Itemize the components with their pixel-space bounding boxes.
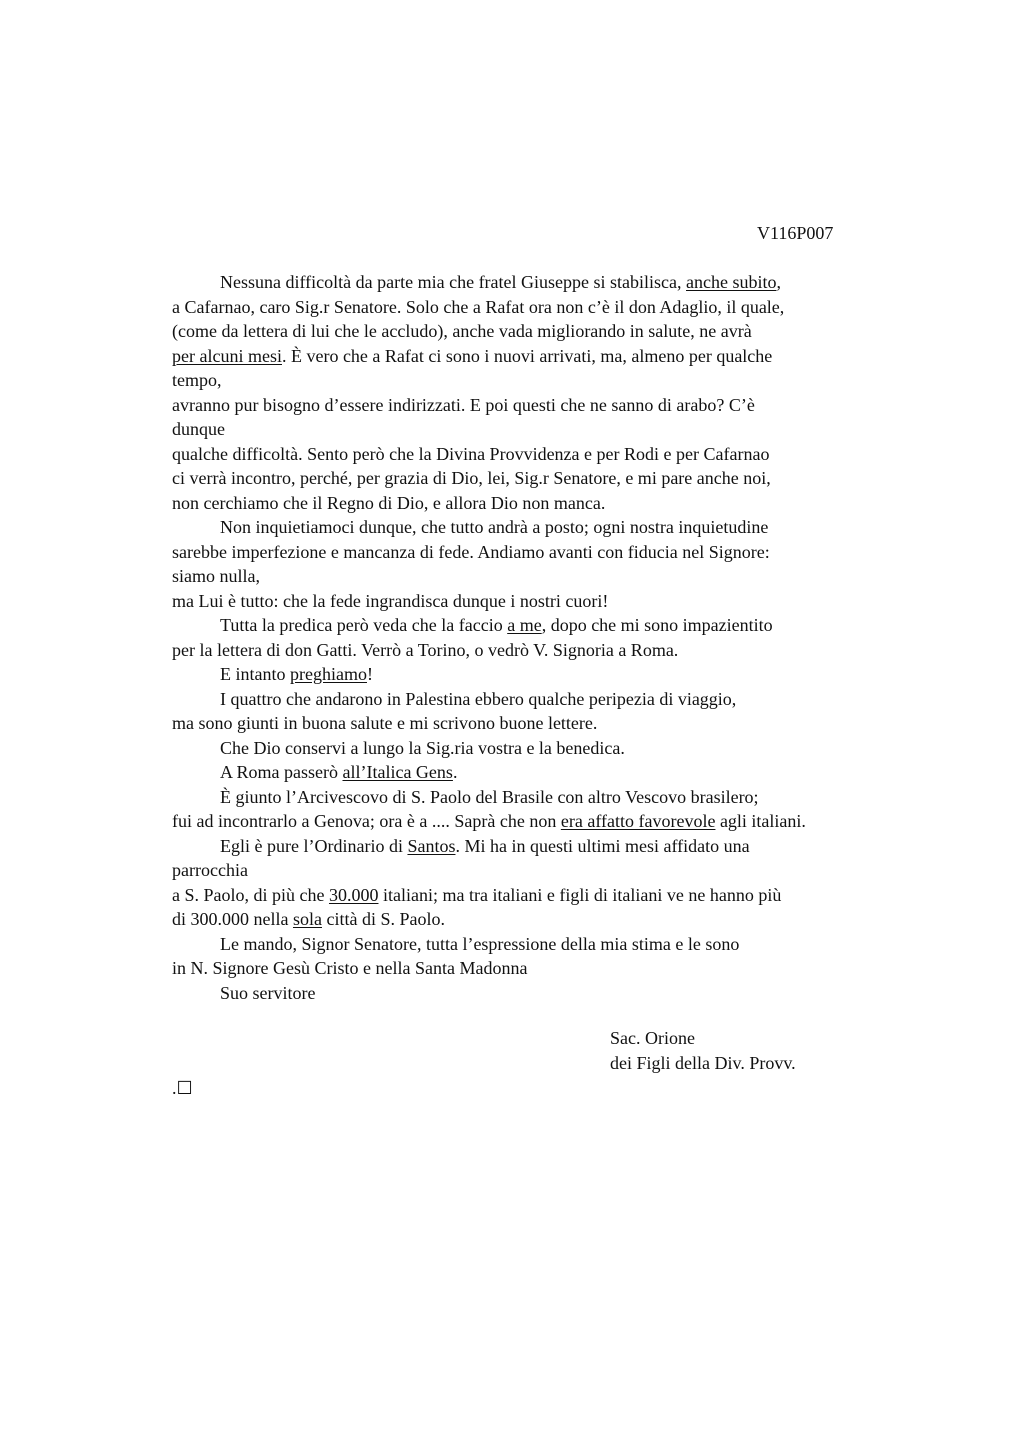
text-line: qualche difficoltà. Sento però che la Divina Provvidenza e per Rodi e per Cafarnao [172, 443, 770, 464]
text-line: (come da lettera di lui che le accludo), anche vada migliorando in salute, ne avrà [172, 321, 752, 341]
text-line: ci verrà incontro, perché, per grazia di Dio, lei, Sig.r Senatore, e mi pare anche noi, [172, 468, 771, 488]
text-line: E intanto preghiamo! [220, 664, 373, 684]
text-line: Suo servitore [220, 982, 316, 1003]
text-line: ma Lui è tutto: che la fede ingrandisca dunque i nostri cuori! [172, 590, 609, 611]
text-line: Che Dio conservi a lungo la Sig.ria vostra e la benedica. [220, 737, 625, 758]
text-line: Tutta la predica però veda che la faccio a me, dopo che mi sono impazientito [220, 615, 773, 635]
signature-block [610, 1026, 796, 1076]
text-line: dunque [172, 419, 225, 439]
text-line: I quattro che andarono in Palestina ebbero qualche peripezia di viaggio, [220, 688, 737, 709]
text-line: fui ad incontrarlo a Genova; ora è a .... Saprà che non era affatto favorevole agli italiani. [172, 811, 806, 831]
text-line: per alcuni mesi. È vero che a Rafat ci sono i nuovi arrivati, ma, almeno per qualche [172, 345, 773, 366]
letter-body [172, 270, 912, 1005]
text-line: Le mando, Signor Senatore, tutta l’espressione della mia stima e le sono [220, 933, 740, 954]
text-line: ma sono giunti in buona salute e mi scrivono buone lettere. [172, 713, 598, 733]
text-line: tempo, [172, 370, 222, 390]
signature-name: Sac. Orione [610, 1028, 695, 1048]
text-line: Nessuna difficoltà da parte mia che fratel Giuseppe si stabilisca, anche subito, [220, 272, 781, 292]
text-line: sarebbe imperfezione e mancanza di fede. Andiamo avanti con fiducia nel Signore: [172, 541, 770, 562]
text-line: in N. Signore Gesù Cristo e nella Santa Madonna [172, 958, 528, 978]
text-line: siamo nulla, [172, 566, 260, 586]
text-line: non cerchiamo che il Regno di Dio, e allora Dio non manca. [172, 492, 606, 513]
text-line: di 300.000 nella sola città di S. Paolo. [172, 909, 445, 929]
text-line: per la lettera di don Gatti. Verrò a Torino, o vedrò V. Signoria a Roma. [172, 639, 679, 660]
text-line: a S. Paolo, di più che 30.000 italiani; ma tra italiani e figli di italiani ve ne hanno più [172, 884, 782, 905]
text-line: Non inquietiamoci dunque, che tutto andrà a posto; ogni nostra inquietudine [220, 517, 769, 537]
text-line: avranno pur bisogno d’essere indirizzati. E poi questi che ne sanno di arabo? C’è [172, 394, 755, 415]
text-line: Egli è pure l’Ordinario di Santos. Mi ha in questi ultimi mesi affidato una [220, 835, 750, 856]
text-line: A Roma passerò all’Italica Gens. [220, 762, 458, 782]
signature-title: dei Figli della Div. Provv. [610, 1053, 796, 1073]
text-line: È giunto l’Arcivescovo di S. Paolo del Brasile con altro Vescovo brasilero; [220, 786, 759, 807]
end-mark: .☐ [172, 1078, 193, 1098]
document-reference: V116P007 [757, 223, 834, 243]
text-line: a Cafarnao, caro Sig.r Senatore. Solo che a Rafat ora non c’è il don Adaglio, il quale, [172, 296, 785, 317]
text-line: parrocchia [172, 860, 248, 880]
